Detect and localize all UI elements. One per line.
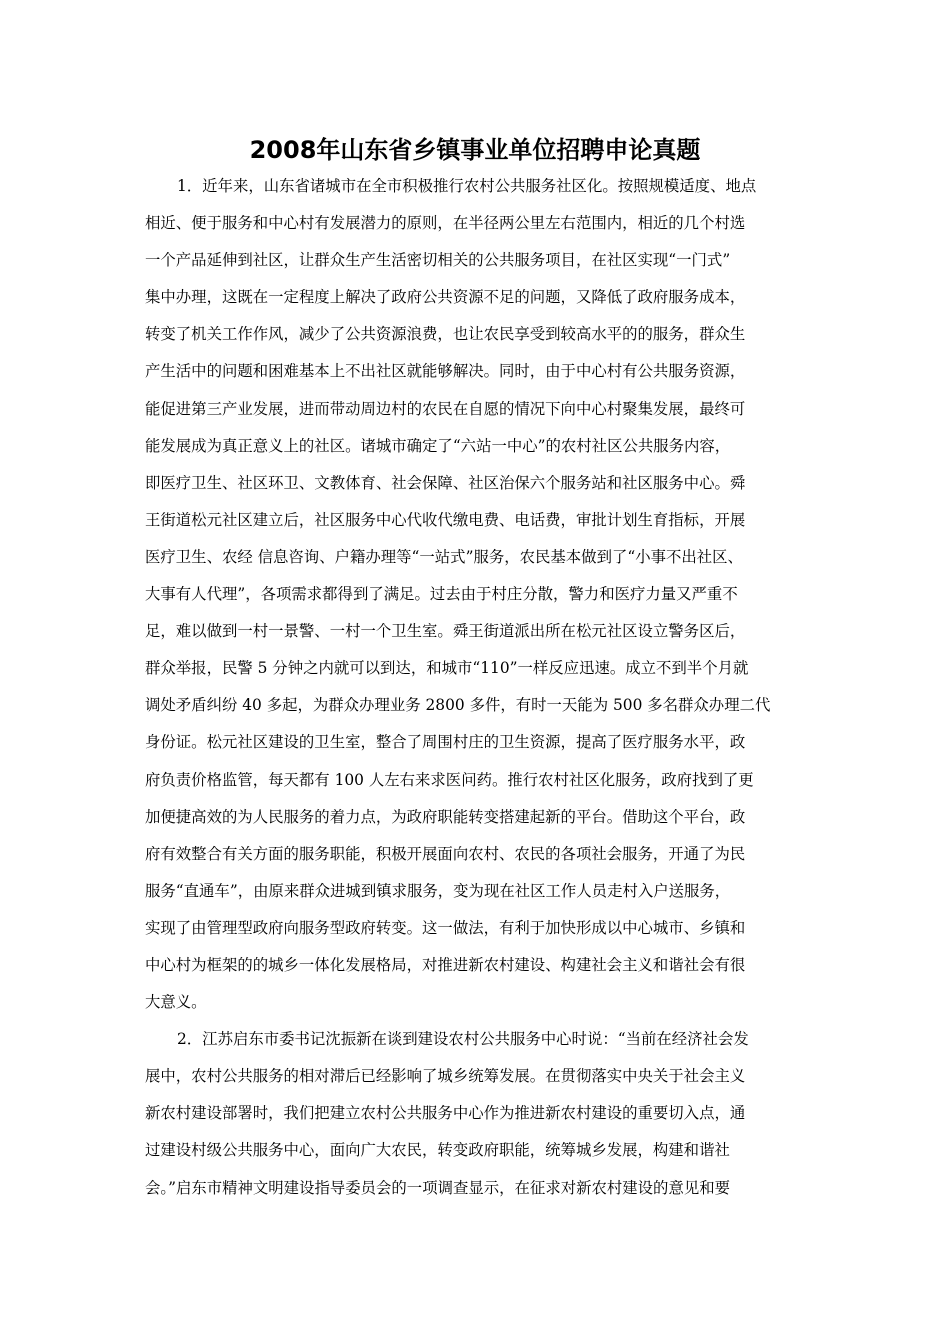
paragraph-2-line: 新农村建设部署时，我们把建立农村公共服务中心作为推进新农村建设的重要切入点，通 [145,1104,746,1123]
paragraph-1-line: 中心村为框架的的城乡一体化发展格局，对推进新农村建设、构建社会主义和谐社会有很 [145,955,746,974]
paragraph-1-line: 产生活中的问题和困难基本上不出社区就能够解决。同时，由于中心村有公共服务资源， [145,362,746,381]
document-title: 2008年山东省乡镇事业单位招聘申论真题 [249,136,701,164]
paragraph-1-line: 调处矛盾纠纷 40 多起，为群众办理业务 2800 多件，有时一天能为 500 多名群众办理二代 [145,696,771,715]
paragraph-1-line: 加便捷高效的为人民服务的着力点，为政府职能转变搭建起新的平台。借助这个平台，政 [145,807,746,826]
paragraph-2-line: 2．江苏启东市委书记沈振新在谈到建设农村公共服务中心时说：“当前在经济社会发 [177,1030,749,1049]
paragraph-1-line: 1．近年来，山东省诸城市在全市积极推行农村公共服务社区化。按照规模适度、地点 [177,177,757,195]
paragraph-1-line: 能发展成为真正意义上的社区。诸城市确定了“六站一中心”的农村社区公共服务内容， [145,436,731,455]
paragraph-1-line: 医疗卫生、农经 信息咨询、户籍办理等“一站式”服务，农民基本做到了“小事不出社区、 [145,547,743,566]
paragraph-1-line: 能促进第三产业发展，进而带动周边村的农民在自愿的情况下向中心村聚集发展，最终可 [145,399,746,418]
paragraph-1-line: 转变了机关工作作风，减少了公共资源浪费，也让农民享受到较高水平的的服务，群众生 [145,325,746,344]
paragraph-1-line: 实现了由管理型政府向服务型政府转变。这一做法，有利于加快形成以中心城市、乡镇和 [145,918,746,937]
paragraph-2-line: 会。”启东市精神文明建设指导委员会的一项调查显示，在征求对新农村建设的意见和要 [145,1178,731,1197]
paragraph-1-line: 府有效整合有关方面的服务职能，积极开展面向农村、农民的各项社会服务，开通了为民 [145,844,746,863]
paragraph-2-line: 展中，农村公共服务的相对滞后已经影响了城乡统筹发展。在贯彻落实中央关于社会主义 [145,1067,746,1086]
paragraph-1-line: 足，难以做到一村一景警、一村一个卫生室。舜王街道派出所在松元社区设立警务区后， [145,622,746,641]
paragraph-1-line: 相近、便于服务和中心村有发展潜力的原则，在半径两公里左右范围内，相近的几个村选 [145,214,746,233]
paragraph-2-line: 过建设村级公共服务中心，面向广大农民，转变政府职能，统筹城乡发展，构建和谐社 [145,1141,730,1160]
paragraph-1-line: 一个产品延伸到社区，让群众生产生活密切相关的公共服务项目，在社区实现“一门式” [145,251,731,270]
paragraph-1-line: 即医疗卫生、社区环卫、文教体育、社会保障、社区治保六个服务站和社区服务中心。舜 [145,473,746,492]
paragraph-1-line: 集中办理，这既在一定程度上解决了政府公共资源不足的问题，又降低了政府服务成本， [145,288,746,307]
paragraph-1-line: 身份证。松元社区建设的卫生室，整合了周围村庄的卫生资源，提高了医疗服务水平，政 [145,733,746,752]
paragraph-1-line: 府负责价格监管，每天都有 100 人左右来求医问药。推行农村社区化服务，政府找到了更 [145,770,754,789]
paragraph-1-line: 群众举报，民警 5 分钟之内就可以到达，和城市“110”一样反应迅速。成立不到半个月就 [145,659,749,678]
paragraph-1-line: 服务“直通车”，由原来群众进城到镇求服务，变为现在社区工作人员走村入户送服务， [145,881,731,900]
paragraph-1-line: 王街道松元社区建立后，社区服务中心代收代缴电费、电话费，审批计划生育指标，开展 [145,510,746,529]
document-body [145,168,825,1207]
paragraph-1-line: 大事有人代理”，各项需求都得到了满足。过去由于村庄分散，警力和医疗力量又严重不 [145,585,738,604]
paragraph-1-line: 大意义。 [145,993,207,1012]
